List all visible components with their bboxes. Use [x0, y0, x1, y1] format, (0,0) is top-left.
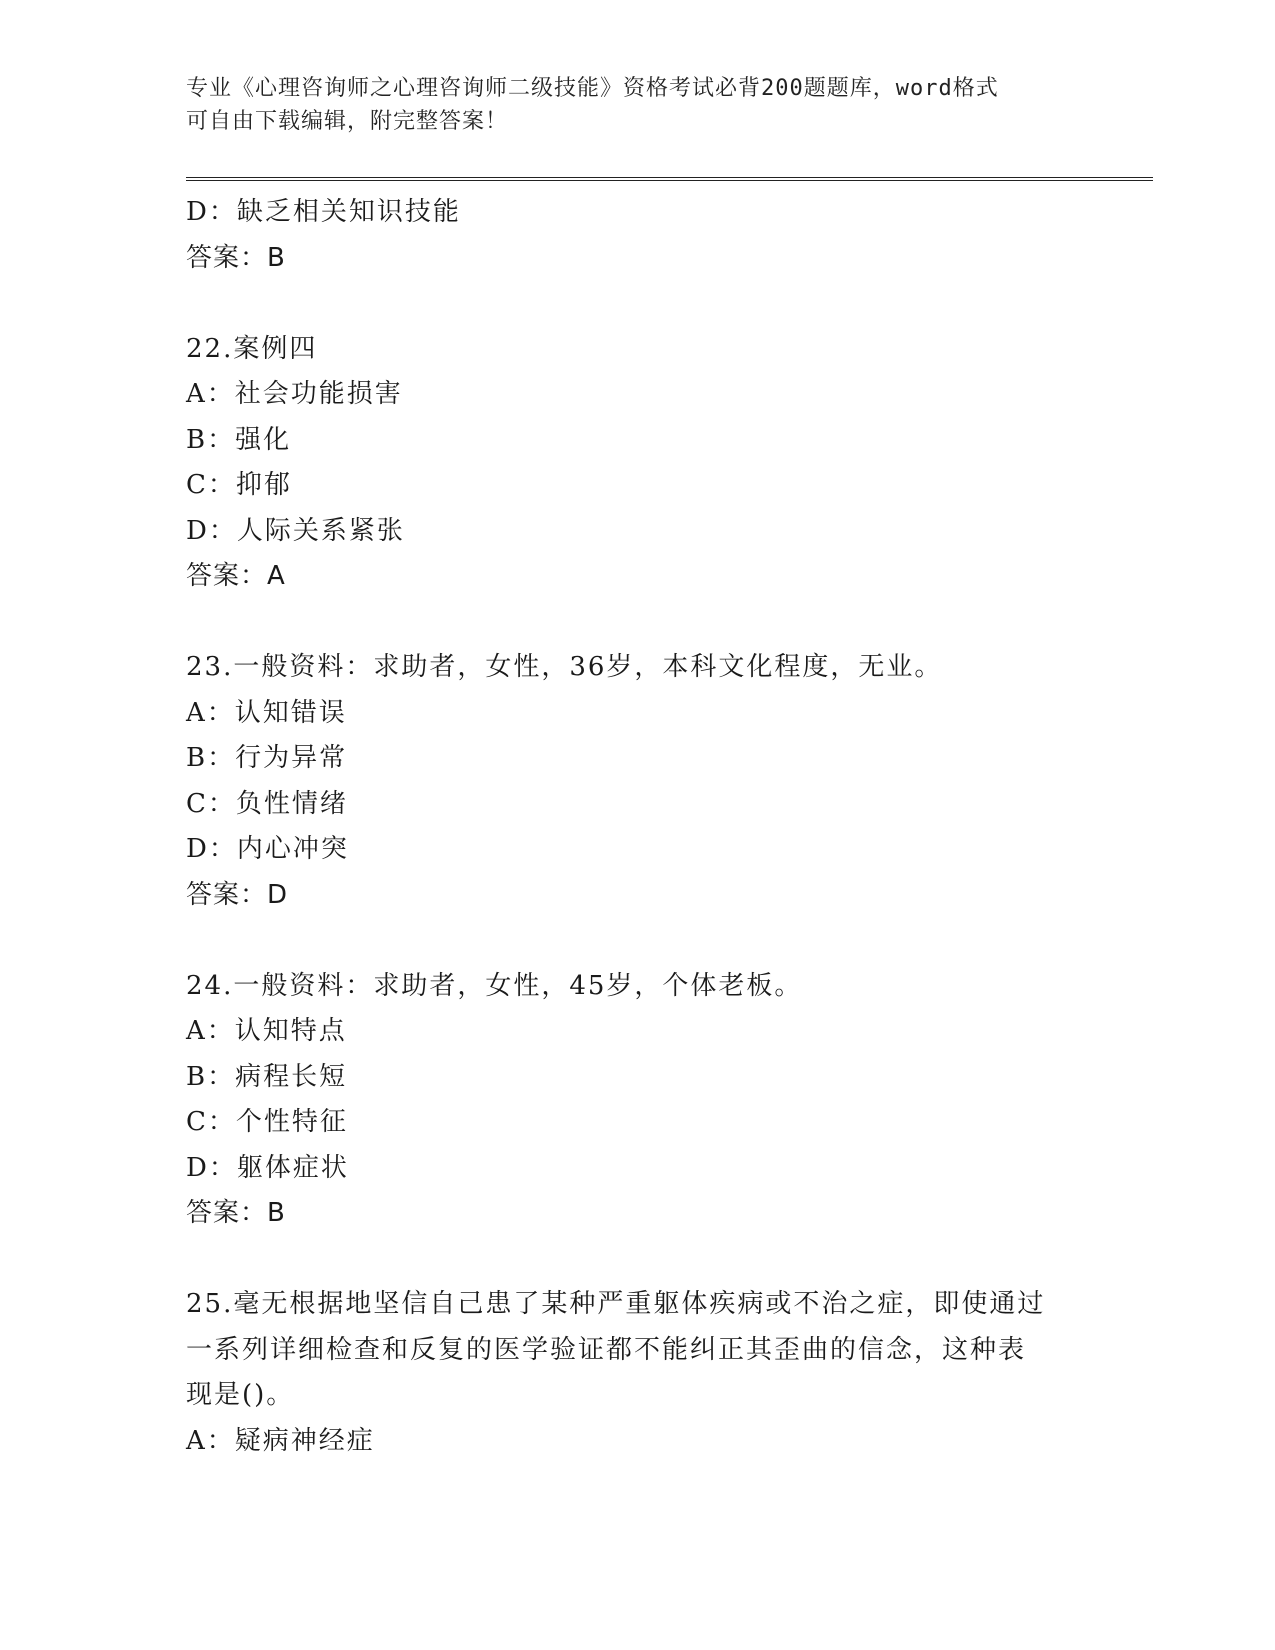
header-line-1: 专业《心理咨询师之心理咨询师二级技能》资格考试必背200题题库，word格式 [186, 76, 999, 101]
question-25 [186, 1282, 1086, 1464]
option-a: A：认知错误 [186, 697, 347, 728]
question-21-tail [186, 190, 1086, 281]
spacer [186, 918, 1086, 964]
question-stem: 23.一般资料：求助者，女性，36岁，本科文化程度，无业。 [186, 652, 943, 682]
question-stem-line-3: 现是()。 [186, 1380, 295, 1410]
spacer [186, 281, 1086, 327]
option-a: A：社会功能损害 [186, 379, 403, 409]
answer: 答案：A [186, 561, 286, 591]
option-c: C：负性情绪 [186, 788, 348, 819]
question-list [186, 190, 1086, 1464]
question-stem: 24.一般资料：求助者，女性，45岁，个体老板。 [186, 970, 803, 1001]
spacer [186, 600, 1086, 646]
option-d: D：内心冲突 [186, 834, 349, 864]
question-24 [186, 964, 1086, 1237]
option-a: A：认知特点 [186, 1016, 347, 1046]
header-line-2: 可自由下载编辑，附完整答案！ [186, 109, 509, 134]
question-stem-line-1: 25.毫无根据地坚信自己患了某种严重躯体疾病或不治之症，即使通过 [186, 1289, 1046, 1319]
header-divider [186, 177, 1153, 181]
document-header [186, 72, 1066, 138]
option-d: D：人际关系紧张 [186, 515, 405, 546]
answer: 答案：B [186, 1198, 286, 1228]
option-b: B：行为异常 [186, 743, 348, 773]
option-c: C：个性特征 [186, 1107, 348, 1137]
option-d: D：缺乏相关知识技能 [186, 197, 461, 227]
question-stem-line-2: 一系列详细检查和反复的医学验证都不能纠正其歪曲的信念，这种表 [186, 1334, 1027, 1365]
spacer [186, 1237, 1086, 1283]
option-c: C：抑郁 [186, 470, 292, 500]
option-b: B：强化 [186, 424, 292, 455]
question-stem: 22.案例四 [186, 333, 318, 364]
option-d: D：躯体症状 [186, 1152, 349, 1183]
question-23 [186, 645, 1086, 918]
question-22 [186, 327, 1086, 600]
option-b: B：病程长短 [186, 1061, 348, 1092]
answer: 答案：D [186, 879, 289, 910]
answer: 答案：B [186, 242, 286, 273]
option-a: A：疑病神经症 [186, 1425, 375, 1456]
